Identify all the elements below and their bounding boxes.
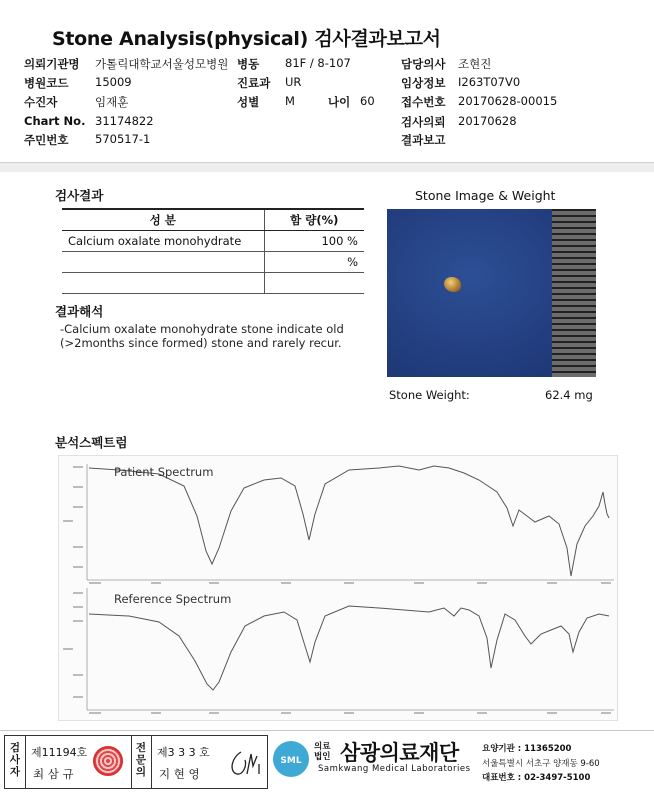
report-label: 결과보고	[401, 133, 446, 147]
doctor-label: 담당의사	[401, 57, 446, 71]
spectrum-svg	[59, 456, 619, 722]
clinical-info-value: I263T07V0	[458, 75, 521, 89]
patient-x-ticks	[89, 582, 611, 584]
ward-label: 병동	[237, 57, 260, 71]
red-seal-stamp	[93, 746, 123, 776]
corp-type-label: 의료 법인	[314, 742, 331, 762]
age-label: 나이	[328, 95, 351, 109]
doctor-value: 조현진	[458, 57, 492, 71]
section-divider	[0, 162, 654, 172]
company-address: 서울특별시 서초구 양재동 9-60	[482, 759, 600, 769]
examiner-vertical-label: 검 사 자	[9, 742, 21, 778]
box-divider	[25, 736, 26, 788]
company-phone: 대표번호 : 02-3497-5100	[482, 773, 591, 783]
care-code: 요양기관 : 11365200	[482, 744, 572, 754]
results-table	[62, 208, 364, 294]
table-header-row	[62, 209, 364, 230]
receipt-label: 접수번호	[401, 95, 446, 109]
patient-spectrum-line	[89, 466, 609, 576]
examiner-number: 제11194호	[31, 746, 88, 759]
dept-label: 진료과	[237, 76, 271, 90]
content-cell: %	[264, 251, 364, 272]
col-content-header: 함 량(%)	[264, 209, 364, 230]
table-row	[62, 251, 364, 272]
institution-value: 가톨릭대학교서울성모병원	[95, 57, 229, 71]
patient-spectrum-label: Patient Spectrum	[114, 465, 214, 479]
patient-value: 임재훈	[95, 95, 129, 109]
chart-value: 31174822	[95, 114, 154, 128]
footer-divider	[0, 730, 654, 731]
request-value: 20170628	[458, 114, 517, 128]
box-divider	[131, 736, 132, 788]
resident-label: 주민번호	[24, 133, 69, 147]
table-row	[62, 272, 364, 293]
component-cell	[62, 251, 264, 272]
ruler-scale	[552, 209, 596, 377]
stone-image-title: Stone Image & Weight	[415, 188, 556, 203]
table-row	[62, 230, 364, 251]
chart-label: Chart No.	[24, 114, 86, 128]
company-name: 삼광의료재단	[340, 741, 459, 765]
clinical-info-label: 임상정보	[401, 76, 446, 90]
request-label: 검사의뢰	[401, 115, 446, 129]
sml-logo-icon: SML	[273, 741, 309, 777]
specialist-number: 제3 3 3 호	[157, 746, 210, 759]
spectrum-section-title: 분석스펙트럼	[55, 435, 128, 450]
stone-weight-value: 62.4 mg	[545, 388, 593, 402]
receipt-value: 20170628-00015	[458, 94, 558, 108]
col-component-header: 성 분	[62, 209, 264, 230]
patient-y-ticks	[63, 466, 83, 568]
stone-specimen	[444, 277, 461, 292]
specialist-vertical-label: 전 문 의	[135, 742, 147, 778]
dept-value: UR	[285, 75, 302, 89]
ward-value: 81F / 8-107	[285, 56, 351, 70]
reference-x-ticks	[89, 712, 611, 714]
interpretation-line-2: (>2months since formed) stone and rarely recur.	[60, 336, 342, 350]
report-title: Stone Analysis(physical) 검사결과보고서	[52, 28, 441, 50]
signature-icon	[225, 744, 265, 780]
institution-label: 의뢰기관명	[24, 57, 80, 71]
reference-y-ticks	[63, 592, 83, 698]
patient-label: 수진자	[24, 95, 58, 109]
stone-weight-label: Stone Weight:	[389, 388, 470, 402]
age-value: 60	[360, 94, 375, 108]
stone-photo	[387, 209, 596, 377]
resident-value: 570517-1	[95, 132, 151, 146]
specialist-name: 지 현 영	[159, 767, 200, 781]
sex-label: 성별	[237, 95, 260, 109]
reference-spectrum-line	[89, 606, 609, 690]
spectrum-graph	[58, 455, 618, 721]
signature-box	[4, 735, 268, 789]
content-cell	[264, 272, 364, 293]
component-cell	[62, 272, 264, 293]
results-section-title: 검사결과	[55, 188, 104, 203]
reference-spectrum-label: Reference Spectrum	[114, 592, 232, 606]
interpretation-section-title: 결과해석	[55, 304, 104, 319]
component-cell: Calcium oxalate monohydrate	[62, 230, 264, 251]
box-divider	[151, 736, 152, 788]
hospital-code-value: 15009	[95, 75, 132, 89]
examiner-name: 최 삼 규	[33, 767, 74, 781]
sex-value: M	[285, 94, 295, 108]
company-english-name: Samkwang Medical Laboratories	[318, 764, 471, 774]
content-cell: 100 %	[264, 230, 364, 251]
interpretation-line-1: -Calcium oxalate monohydrate stone indicate old	[60, 322, 344, 336]
hospital-code-label: 병원코드	[24, 76, 69, 90]
